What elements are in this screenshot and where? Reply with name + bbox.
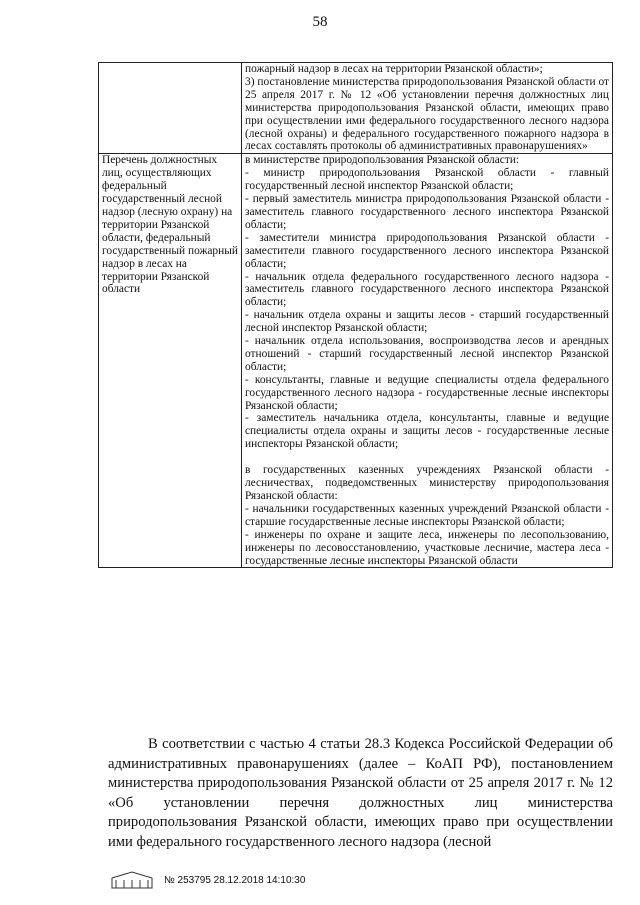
list-item: - начальники государственных казенных учреждений Рязанской области - старшие государственные лесные инспекторы Рязанской области;	[245, 502, 609, 528]
body-paragraph: В соответствии с частью 4 статьи 28.3 Кодекса Российской Федерации об административных правонарушениях (далее – КоАП РФ), постановлением министерства природопользования Рязанской области от 25 апреля 2017 г. № 12 «Об установлении перечня должностных лиц министерства природопользования Рязанской области, имеющих право при осуществлении ими федерального государственного лесного надзора (лесной	[108, 736, 613, 850]
table-row	[99, 63, 613, 154]
table-cell-heading: Перечень должностных лиц, осуществляющих федеральный государственный лесной надзор (лесную охрану) на территории Рязанской области, федеральный государственный пожарный надзор в лесах на территории Рязанской области	[99, 154, 242, 568]
list-item: - заместители министра природопользования Рязанской области - заместители главного государственного лесного инспектора Рязанской области;	[245, 231, 609, 270]
registry-stamp-icon	[110, 870, 154, 890]
page-number: 58	[312, 14, 328, 30]
list-item: - инженеры по охране и защите леса, инженеры по лесопользованию, инженеры по лесовосстановлению, участковые лесничие, мастера леса - государственные лесные инспекторы Рязанской области	[245, 528, 609, 567]
table-row	[99, 154, 613, 568]
list-heading: в государственных казенных учреждениях Рязанской области - лесничествах, подведомственных министерству природопользования Рязанской области:	[245, 464, 609, 502]
cell-paragraph: пожарный надзор в лесах на территории Рязанской области»;	[245, 63, 543, 75]
cell-paragraph: 3) постановление министерства природопользования Рязанской области от 25 апреля 2017 г. № 12 «Об установлении перечня должностных лиц министерства природопользования Рязанской области, имеющих право при осуществлении ими федерального государственного лесного надзора (лесной охраны) и федерального государственного пожарного надзора в лесах составлять протоколы об административных правонарушениях»	[245, 75, 609, 153]
list-item: - первый заместитель министра природопользования Рязанской области - заместитель главного государственного лесного инспектора Рязанской области;	[245, 193, 609, 231]
list-item: - консультанты, главные и ведущие специалисты отдела федерального государственного лесного надзора - государственные лесные инспекторы Рязанской области;	[245, 373, 609, 412]
table-cell-list	[242, 154, 613, 568]
table-cell-empty	[99, 63, 242, 154]
list-item: - начальник отдела федерального государственного лесного надзора - заместитель главного государственного лесного инспектора Рязанской области;	[245, 270, 609, 309]
list-item: - заместитель начальника отдела, консультанты, главные и ведущие специалисты отдела охраны и защиты лесов - государственные лесные инспекторы Рязанской области;	[245, 412, 609, 451]
spacer	[245, 451, 609, 464]
document-table	[98, 62, 613, 568]
list-heading: в министерстве природопользования Рязанской области:	[245, 154, 520, 167]
document-registration-number: № 253795 28.12.2018 14:10:30	[164, 874, 306, 886]
table-cell-continuation	[242, 63, 613, 154]
footer	[110, 870, 305, 890]
list-item: - министр природопользования Рязанской области - главный государственный лесной инспектор Рязанской области;	[245, 167, 609, 193]
list-item: - начальник отдела использования, воспроизводства лесов и арендных отношений - старший государственный лесной инспектор Рязанской области;	[245, 335, 609, 373]
list-item: - начальник отдела охраны и защиты лесов - старший государственный лесной инспектор Рязанской области;	[245, 309, 609, 335]
